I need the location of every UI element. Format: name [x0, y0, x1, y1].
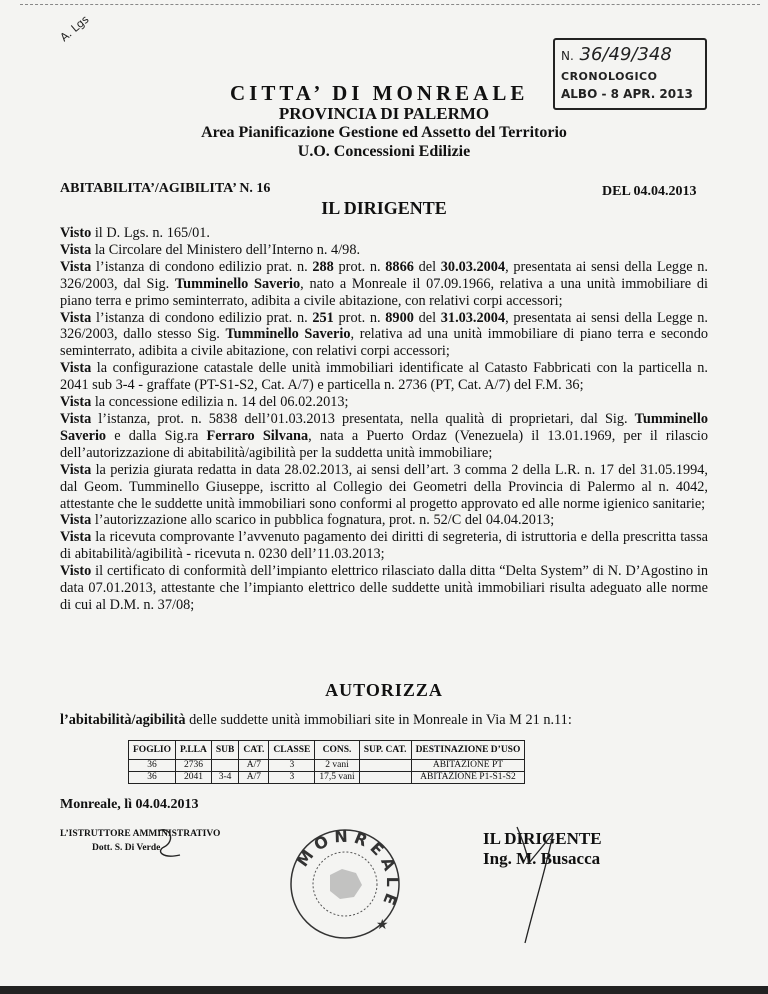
- decision-object-bold: l’abitabilità/agibilità: [60, 712, 186, 728]
- cadastre-cell: 3-4: [211, 772, 238, 784]
- premise-paragraph: [60, 512, 708, 529]
- header-area: Area Pianificazione Gestione ed Assetto del Territorio: [201, 124, 567, 141]
- premise-text: e dalla Sig.ra: [106, 427, 207, 444]
- cadastre-row: [129, 772, 525, 784]
- cadastre-cell: 3: [269, 760, 315, 772]
- premise-emphasis: 251: [312, 309, 334, 326]
- premise-text: il D. Lgs. n. 165/01.: [91, 225, 210, 241]
- premise-lead: Vista: [60, 241, 92, 258]
- premise-emphasis: 288: [312, 258, 334, 275]
- premise-text: , nato a Monreale il 07.09.1966, relativa a una unità immobiliare di piano terra e primo seminterrato, adibita a civile abitazione, con relativi corpi accessori;: [60, 275, 708, 309]
- premise-text: prot. n.: [333, 258, 386, 275]
- cadastre-cell: ABITAZIONE P1-S1-S2: [411, 772, 525, 784]
- premise-text: prot. n.: [333, 309, 386, 326]
- protocol-number: [561, 44, 672, 65]
- cadastre-header-cell: SUP. CAT.: [359, 741, 411, 760]
- cadastre-cell: 2 vani: [315, 760, 359, 772]
- cadastre-header-cell: CONS.: [315, 741, 359, 760]
- scan-edge-line: [20, 4, 760, 5]
- albo-label: ALBO: [561, 87, 598, 101]
- margin-handwritten-note: A. Lgs: [57, 12, 92, 45]
- premise-lead: Vista: [60, 309, 92, 326]
- premise-text: , nata a Puerto Ordaz (Venezuela) il 13.01.1969, per il rilascio dell’autorizzazione di abitabilità/agibilità per la suddetta unità immobiliare;: [60, 427, 708, 461]
- cadastre-cell: ABITAZIONE PT: [411, 760, 525, 772]
- cadastre-header-cell: SUB: [211, 741, 238, 760]
- premise-text: , presentata ai sensi della Legge n. 326/2003, dallo stesso Sig.: [60, 309, 708, 343]
- premise-paragraph: [60, 529, 708, 563]
- premise-emphasis: Ferraro Silvana: [206, 427, 309, 444]
- protocol-albo-line: [561, 87, 693, 101]
- premise-text: del: [413, 258, 441, 275]
- premise-lead: Vista: [60, 360, 92, 377]
- premise-text: la Circolare del Ministero dell’Interno n. 4/98.: [91, 241, 361, 258]
- director-title: IL DIRIGENTE: [483, 829, 602, 848]
- cadastre-header-row: [129, 741, 525, 760]
- municipal-seal: [286, 825, 404, 943]
- cadastre-cell: 2041: [176, 772, 212, 784]
- premise-text: l’autorizzazione allo scarico in pubblica fognatura, prot. n. 52/C del 04.04.2013;: [91, 512, 555, 529]
- decision-verb: AUTORIZZA: [325, 680, 443, 700]
- premise-paragraph: [60, 462, 708, 513]
- decision-object-rest: delle suddette unità immobiliari site in Monreale in Via M 21 n.11:: [185, 712, 572, 728]
- premise-lead: Vista: [60, 258, 92, 275]
- premise-paragraph: [60, 225, 708, 242]
- cadastre-header-cell: DESTINAZIONE D’USO: [411, 741, 525, 760]
- premise-text: la perizia giurata redatta in data 28.02.2013, ai sensi dell’art. 3 comma 2 della L.R. n. 17 del 31.05.1994, dal Geom. Tumminello Giuseppe, iscritto al Collegio dei Geometri della Provincia di Palermo al n. 4042, attestante che le suddette unità immobiliari sono conformi al progetto approvato ed alle norme igienico sanitarie;: [60, 461, 708, 512]
- header-city: CITTA’ DI MONREALE: [230, 81, 529, 105]
- premise-lead: Vista: [60, 461, 92, 478]
- premise-lead: Visto: [60, 563, 92, 580]
- decision-object: [60, 712, 572, 729]
- premise-lead: Vista: [60, 394, 92, 411]
- cadastre-header-cell: CLASSE: [269, 741, 315, 760]
- cadastre-cell: A/7: [239, 772, 269, 784]
- clerk-signature: [150, 825, 190, 861]
- cadastre-cell: A/7: [239, 760, 269, 772]
- premise-paragraph: [60, 411, 708, 462]
- premise-text: del: [413, 309, 441, 326]
- premise-emphasis: Tumminello Saverio: [225, 326, 351, 343]
- premise-paragraph: [60, 310, 708, 361]
- cadastre-header-cell: CAT.: [239, 741, 269, 760]
- cadastre-row: [129, 760, 525, 772]
- premise-emphasis: 8900: [385, 309, 414, 326]
- premise-text: il certificato di conformità dell’impianto elettrico rilasciato dalla ditta “Delta System” di N. D’Agostino in data 07.01.2013, attestante che l’impianto elettrico delle suddette unità immobiliari risulta adeguato alle norme di cui al D.M. n. 37/08;: [60, 563, 708, 613]
- cadastre-header-cell: FOGLIO: [129, 741, 176, 760]
- cadastre-header-cell: P.LLA: [176, 741, 212, 760]
- cadastre-cell: 2736: [176, 760, 212, 772]
- premise-text: l’istanza di condono edilizio prat. n.: [91, 309, 313, 326]
- premise-paragraph: [60, 394, 708, 411]
- premise-text: , relativa ad una unità immobiliare di piano terra e secondo seminterrato, adibita a civile abitazione, con relativi corpi accessori;: [60, 326, 708, 360]
- premise-lead: Vista: [60, 529, 92, 546]
- svg-text:MONREALE: [293, 827, 402, 913]
- cadastre-table: [128, 740, 525, 784]
- cadastre-cell: [359, 772, 411, 784]
- premise-lead: Visto: [60, 225, 92, 241]
- premise-text: la configurazione catastale delle unità immobiliari identificate al Catasto Fabbricati con la particella n. 2041 sub 3-4 - graffate (PT-S1-S2, Cat. A/7) e particella n. 2736 (PT, Cat. A/7) del F.M. 36;: [60, 360, 708, 394]
- cadastre-cell: [359, 760, 411, 772]
- protocol-number-value: 36/49/348: [579, 44, 672, 65]
- header-unit: U.O. Concessioni Edilizie: [297, 143, 471, 160]
- premise-text: la ricevuta comprovante l’avvenuto pagamento dei diritti di segreteria, di istruttoria e della prescritta tassa di abitabilità/agibilità - ricevuta n. 0230 dell’11.03.2013;: [60, 529, 708, 563]
- cadastre-cell: 17,5 vani: [315, 772, 359, 784]
- premise-paragraph: [60, 259, 708, 310]
- premise-paragraph: [60, 360, 708, 394]
- protocol-stamp: [553, 38, 707, 110]
- premise-text: la concessione edilizia n. 14 del 06.02.2013;: [91, 394, 349, 411]
- cadastre-cell: 36: [129, 760, 176, 772]
- premise-paragraph: [60, 563, 708, 614]
- header-province: PROVINCIA DI PALERMO: [278, 104, 490, 123]
- premise-text: l’istanza, prot. n. 5838 dell’01.03.2013 presentata, nella qualità di proprietari, dal Sig.: [91, 410, 635, 427]
- act-date: DEL 04.04.2013: [602, 184, 697, 199]
- premise-text: l’istanza di condono edilizio prat. n.: [91, 258, 313, 275]
- seal-text: MONREALE: [292, 826, 403, 913]
- premise-paragraph: [60, 242, 708, 259]
- place-date: Monreale, lì 04.04.2013: [60, 797, 199, 812]
- premise-lead: Vista: [60, 512, 92, 529]
- clerk-title: L’ISTRUTTORE AMMINISTRATIVO: [60, 829, 221, 839]
- scan-bottom-edge: [0, 986, 768, 994]
- albo-date: - 8 APR. 2013: [601, 87, 693, 101]
- premises-body: [60, 225, 708, 614]
- protocol-number-prefix: N.: [561, 49, 574, 63]
- protocol-register: CRONOLOGICO: [561, 70, 658, 83]
- premise-emphasis: Tumminello Saverio: [60, 410, 708, 444]
- premise-emphasis: 30.03.2004: [440, 258, 506, 275]
- premise-emphasis: 31.03.2004: [440, 309, 506, 326]
- premise-emphasis: Tumminello Saverio: [174, 275, 301, 292]
- cadastre-cell: 3: [269, 772, 315, 784]
- act-issuer: IL DIRIGENTE: [321, 198, 447, 218]
- premise-emphasis: 8866: [385, 258, 414, 275]
- cadastre-cell: [211, 760, 238, 772]
- premise-text: , presentata ai sensi della Legge n. 326/2003, dal Sig.: [60, 258, 708, 292]
- premise-lead: Vista: [60, 410, 92, 427]
- act-number: ABITABILITA’/AGIBILITA’ N. 16: [60, 181, 271, 196]
- cadastre-cell: 36: [129, 772, 176, 784]
- director-name: Ing. M. Busacca: [483, 849, 601, 868]
- director-signature: [495, 825, 605, 945]
- clerk-name: Dott. S. Di Verde: [92, 843, 161, 853]
- svg-text:★: ★: [376, 917, 389, 933]
